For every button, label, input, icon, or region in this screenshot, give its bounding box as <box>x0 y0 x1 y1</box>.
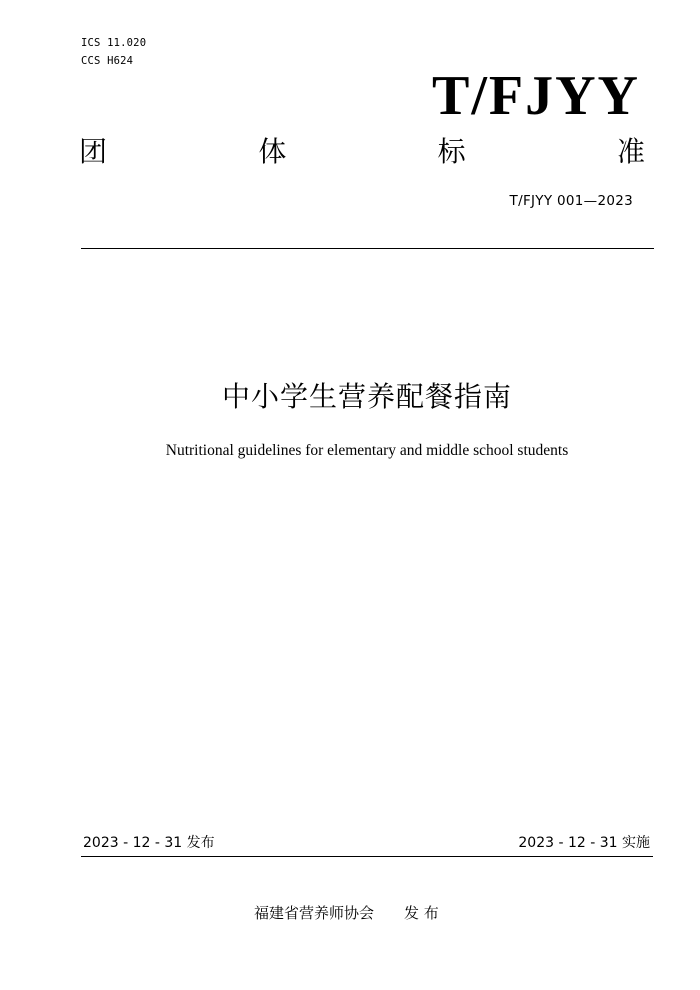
publish-date: 2023 - 12 - 31 发布 <box>83 835 215 851</box>
ccs-code: CCS H624 <box>81 55 134 67</box>
ics-code: ICS 11.020 <box>81 37 147 49</box>
standard-type-char: 准 <box>616 135 645 168</box>
issue-label: 发 布 <box>404 904 439 922</box>
standard-logo: T/FJYY <box>432 65 640 127</box>
standard-type-char: 团 <box>79 135 108 168</box>
standard-type-heading <box>79 135 645 168</box>
top-divider <box>81 248 654 249</box>
standard-number: T/FJYY 001—2023 <box>509 193 633 209</box>
issuer-name: 福建省营养师协会 <box>254 904 375 922</box>
document-title-english: Nutritional guidelines for elementary and middle school students <box>165 442 569 459</box>
standard-type-char: 标 <box>437 135 466 168</box>
bottom-divider <box>81 856 653 857</box>
standard-type-char: 体 <box>258 135 287 168</box>
implement-date: 2023 - 12 - 31 实施 <box>518 835 650 851</box>
document-title-chinese: 中小学生营养配餐指南 <box>221 380 512 413</box>
issuing-organization <box>254 906 439 921</box>
